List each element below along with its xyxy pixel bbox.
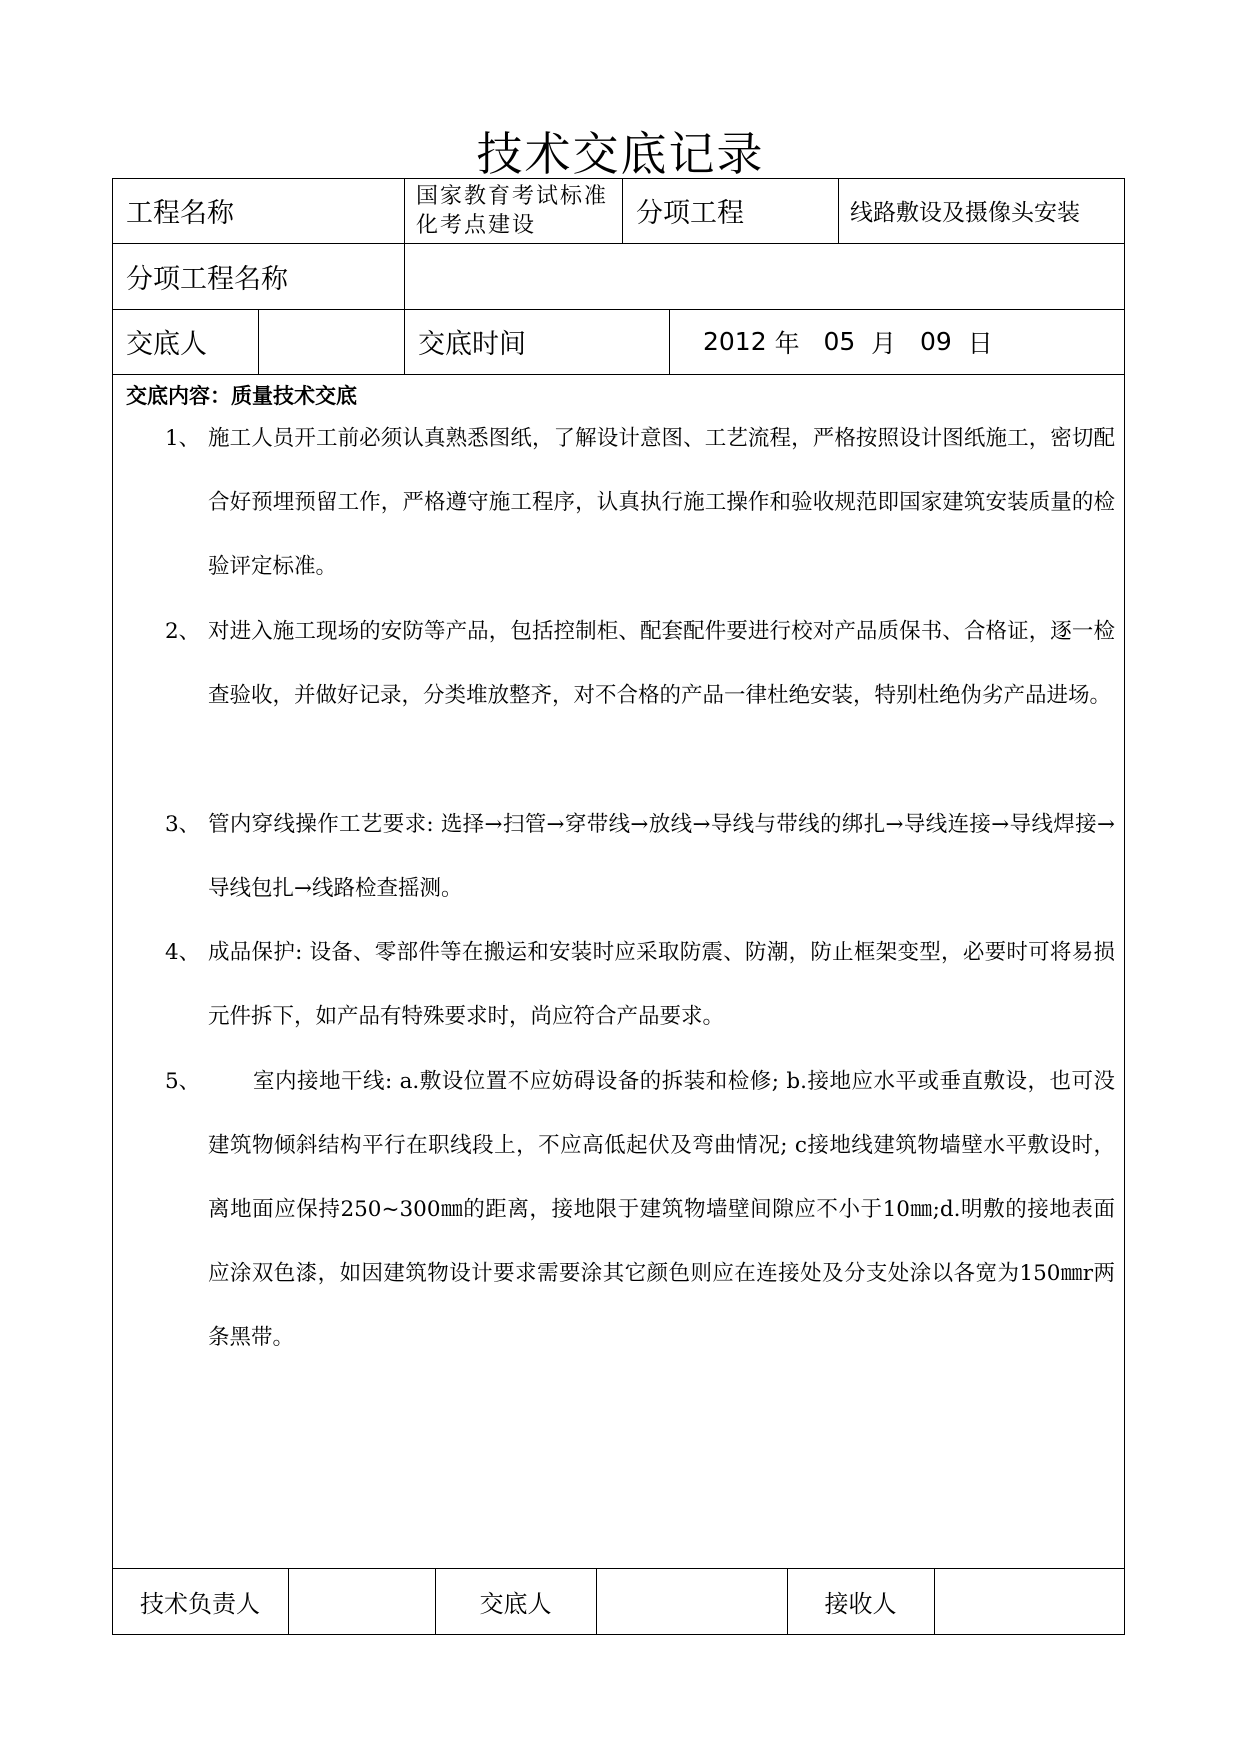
item-number: 2、 [165, 619, 201, 644]
date-day-unit: 日 [967, 328, 993, 358]
content-item [165, 921, 1115, 1049]
item-number: 3、 [165, 812, 201, 837]
time-label: 交底时间 [418, 329, 526, 360]
item-text: 成品保护: 设备、零部件等在搬运和安装时应采取防震、防潮，防止框架变型，必要时可将易损元件拆下，如产品有特殊要求时，尚应符合产品要求。 [208, 940, 1115, 1029]
sub-project-label: 分项工程 [636, 198, 744, 229]
date-month: 05 [823, 327, 856, 356]
project-name-label: 工程名称 [126, 198, 234, 229]
receiver-value[interactable] [934, 1568, 1125, 1635]
signature-presenter-value[interactable] [596, 1568, 787, 1635]
sub-project-name-value[interactable] [404, 243, 1125, 309]
item-text: 管内穿线操作工艺要求: 选择→扫管→穿带线→放线→导线与带线的绑扎→导线连接→导线焊接→导线包扎→线路检查摇测。 [208, 812, 1115, 901]
receiver-label: 接收人 [824, 1590, 897, 1618]
project-name-value[interactable]: 国家教育考试标准化考点建设 [416, 183, 609, 238]
date-month-unit: 月 [871, 328, 897, 358]
item-number: 5、 [165, 1069, 201, 1094]
date-year-unit: 年 [774, 328, 800, 358]
sub-project-name-label: 分项工程名称 [126, 263, 288, 295]
presenter-label: 交底人 [126, 329, 207, 360]
content-item [165, 407, 1115, 599]
item-text: 施工人员开工前必须认真熟悉图纸，了解设计意图、工艺流程，严格按照设计图纸施工，密切配合好预埋预留工作，严格遵守施工程序，认真执行施工操作和验收规范即国家建筑安装质量的检验评定标准。 [208, 426, 1115, 579]
sub-project-value[interactable]: 线路敷设及摄像头安装 [850, 200, 1080, 226]
item-text: 对进入施工现场的安防等产品，包括控制柜、配套配件要进行校对产品质保书、合格证，逐一检查验收，并做好记录，分类堆放整齐，对不合格的产品一律杜绝安装，特别杜绝伪劣产品进场。 [208, 619, 1115, 708]
row-divider [112, 374, 1125, 375]
document-title: 技术交底记录 [476, 127, 765, 181]
date-day: 09 [920, 327, 952, 356]
presenter-value[interactable] [258, 309, 404, 374]
item-number: 4、 [165, 940, 201, 965]
signature-presenter-label: 交底人 [479, 1590, 552, 1618]
date-value[interactable] [669, 309, 1125, 374]
content-item [165, 1050, 1115, 1370]
item-number: 1、 [165, 426, 201, 451]
content-item [165, 793, 1115, 921]
date-year: 2012 [703, 327, 767, 356]
tech-lead-value[interactable] [288, 1568, 435, 1635]
tech-lead-label: 技术负责人 [140, 1590, 260, 1618]
content-heading: 交底内容：质量技术交底 [126, 384, 357, 408]
item-text: 室内接地干线: a.敷设位置不应妨碍设备的拆装和检修; b.接地应水平或垂直敷设，也可没建筑物倾斜结构平行在职线段上，不应高低起伏及弯曲情况; c接地线建筑物墙壁水平敷设时，离地面应保持250~300㎜的距离，接地限于建筑物墙壁间隙应不小于10㎜;d.明敷的接地表面应涂双色漆，如因建筑物设计要求需要涂其它颜色则应在连接处及分支处涂以各宽为150㎜r两条黑带。 [208, 1069, 1115, 1350]
content-item [165, 600, 1115, 728]
